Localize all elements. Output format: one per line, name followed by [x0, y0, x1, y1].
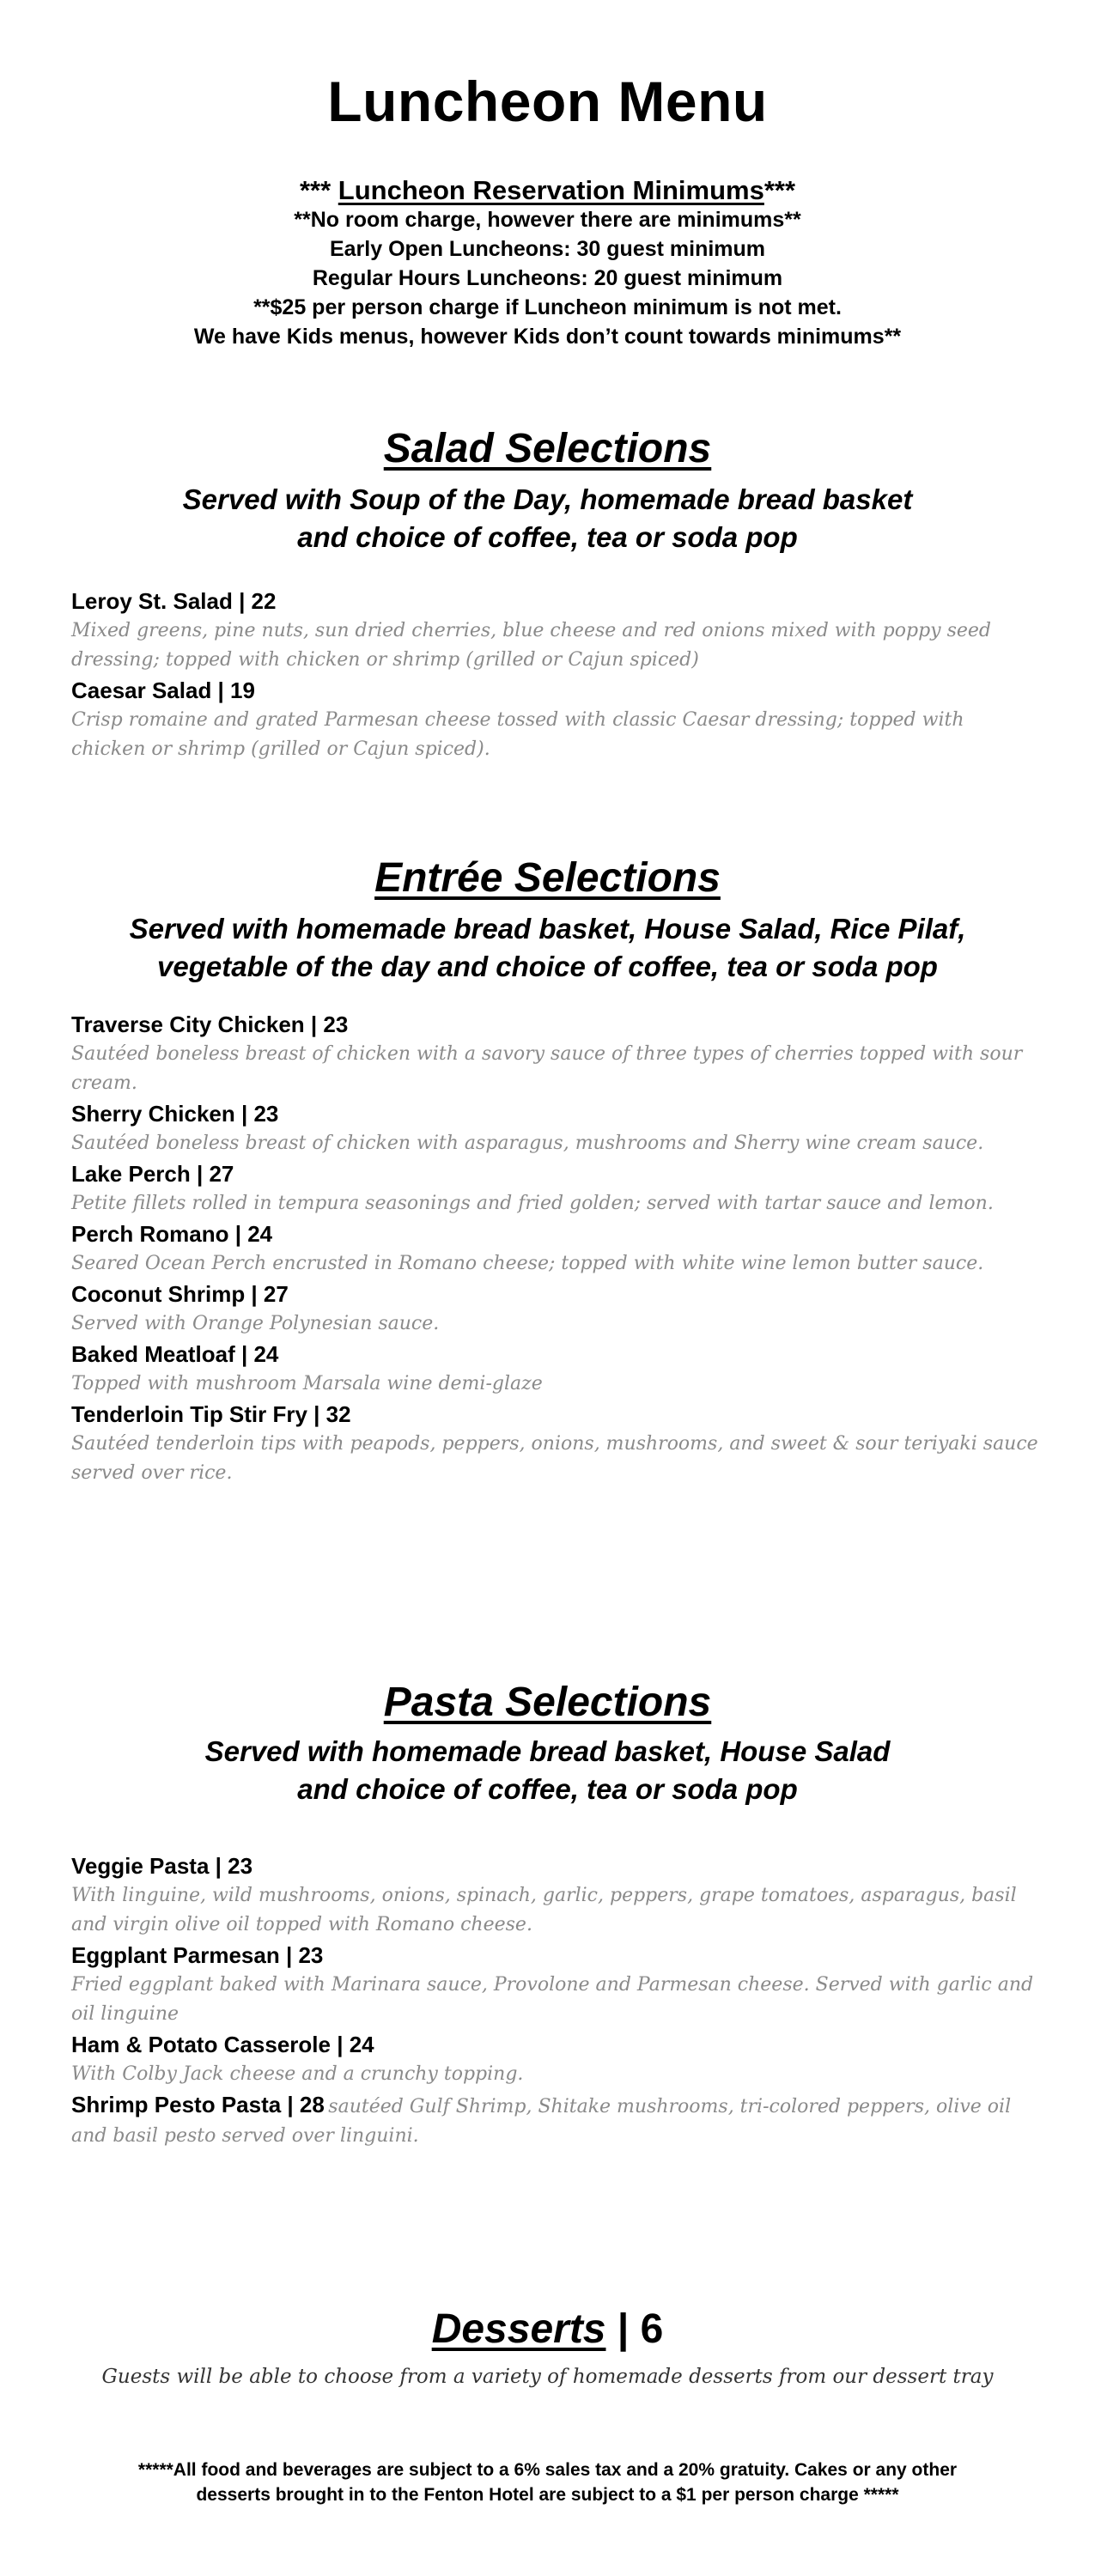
entree-section-title: Entrée Selections — [374, 855, 721, 901]
pasta-section-title: Pasta Selections — [383, 1680, 712, 1725]
item-description: Seared Ocean Perch encrusted in Romano cheese; topped with white wine lemon butter sauce. — [71, 1253, 984, 1274]
reservation-heading: *** Luncheon Reservation Minimums*** — [299, 175, 796, 205]
menu-item — [71, 1098, 1042, 1158]
salad-section-subtitle: Served with Soup of the Day, homemade bread basket and choice of coffee, tea or soda pop — [182, 483, 913, 553]
item-description: Fried eggplant baked with Marinara sauce, Provolone and Parmesan cheese. Served with garlic and oil linguine — [71, 1974, 1034, 2025]
item-description: Mixed greens, pine nuts, sun dried cherries, blue cheese and red onions mixed with poppy seed dressing; topped with chicken or shrimp (grilled or Cajun spiced) — [71, 620, 991, 671]
item-description: Served with Orange Polynesian sauce. — [71, 1313, 440, 1334]
reservation-line: We have Kids menus, however Kids don’t count towards minimums** — [193, 325, 902, 349]
menu-item — [71, 1399, 1042, 1488]
footer-note: *****All food and beverages are subject to a 6% sales tax and a 20% gratuity. Cakes or any other desserts brought in to the Fenton Hotel are subject to a $1 per person charge ***** — [137, 2460, 958, 2505]
menu-item — [71, 1940, 1042, 2029]
item-name: Coconut Shrimp | 27 — [71, 1281, 289, 1307]
desserts-description: Guests will be able to choose from a variety of homemade desserts from our dessert tray — [101, 2366, 994, 2388]
item-description: With Colby Jack cheese and a crunchy topping. — [71, 2063, 524, 2085]
item-name: Veggie Pasta | 23 — [71, 1853, 253, 1879]
item-description: Petite fillets rolled in tempura seasonings and fried golden; served with tartar sauce and lemon. — [71, 1193, 994, 1214]
menu-item — [71, 1339, 1042, 1399]
menu-item — [71, 2089, 1042, 2151]
item-description: Crisp romaine and grated Parmesan cheese tossed with classic Caesar dressing; topped with chicken or shrimp (grilled or Cajun spiced). — [71, 709, 964, 760]
menu-item — [71, 675, 1042, 764]
item-name: Perch Romano | 24 — [71, 1221, 273, 1247]
entree-section-subtitle: Served with homemade bread basket, House Salad, Rice Pilaf, vegetable of the day and choice of coffee, tea or soda pop — [129, 913, 966, 982]
desserts-price: | 6 — [605, 2306, 664, 2352]
menu-item — [71, 1850, 1042, 1940]
menu-item — [71, 1009, 1042, 1098]
item-name: Traverse City Chicken | 23 — [71, 1012, 349, 1037]
item-description: Sautéed boneless breast of chicken with asparagus, mushrooms and Sherry wine cream sauce. — [71, 1133, 984, 1154]
page-title: Luncheon Menu — [327, 70, 768, 133]
pasta-items — [71, 1850, 1042, 2151]
salad-section-title: Salad Selections — [383, 426, 712, 471]
menu-item — [71, 2029, 1042, 2089]
menu-item — [71, 1218, 1042, 1279]
item-description: Topped with mushroom Marsala wine demi-glaze — [71, 1373, 543, 1394]
item-name: Leroy St. Salad | 22 — [71, 588, 277, 614]
reservation-line: **$25 per person charge if Luncheon minimum is not met. — [253, 295, 842, 319]
item-description: sautéed Gulf Shrimp, Shitake mushrooms, tri-colored peppers, olive oil and basil pesto served over linguini. — [71, 2096, 1012, 2147]
reservation-line: Regular Hours Luncheons: 20 guest minimum — [312, 266, 783, 290]
item-name: Shrimp Pesto Pasta | 28 — [71, 2092, 325, 2117]
item-name: Tenderloin Tip Stir Fry | 32 — [71, 1401, 351, 1427]
item-name: Caesar Salad | 19 — [71, 677, 255, 703]
entree-items — [71, 1009, 1042, 1488]
salad-items — [71, 586, 1042, 764]
menu-item — [71, 1279, 1042, 1339]
reservation-line: Early Open Luncheons: 30 guest minimum — [329, 237, 766, 261]
pasta-section-subtitle: Served with homemade bread basket, House Salad and choice of coffee, tea or soda pop — [204, 1735, 891, 1805]
item-description: With linguine, wild mushrooms, onions, spinach, garlic, peppers, grape tomatoes, asparagus, basil and virgin olive oil topped with Romano cheese. — [71, 1885, 1017, 1935]
reservation-line: **No room charge, however there are minimums** — [294, 208, 801, 232]
item-name: Ham & Potato Casserole | 24 — [71, 2032, 374, 2057]
item-description: Sautéed boneless breast of chicken with a savory sauce of three types of cherries topped with sour cream. — [71, 1043, 1023, 1094]
menu-item — [71, 1158, 1042, 1218]
reservation-minimums — [0, 176, 1095, 351]
item-description: Sautéed tenderloin tips with peapods, peppers, onions, mushrooms, and sweet & sour teriyaki sauce served over rice. — [71, 1433, 1038, 1484]
desserts-title: Desserts | 6 — [431, 2306, 664, 2352]
item-name: Sherry Chicken | 23 — [71, 1101, 279, 1127]
menu-item — [71, 586, 1042, 675]
item-name: Lake Perch | 27 — [71, 1161, 234, 1187]
item-name: Eggplant Parmesan | 23 — [71, 1942, 324, 1968]
item-name: Baked Meatloaf | 24 — [71, 1341, 279, 1367]
